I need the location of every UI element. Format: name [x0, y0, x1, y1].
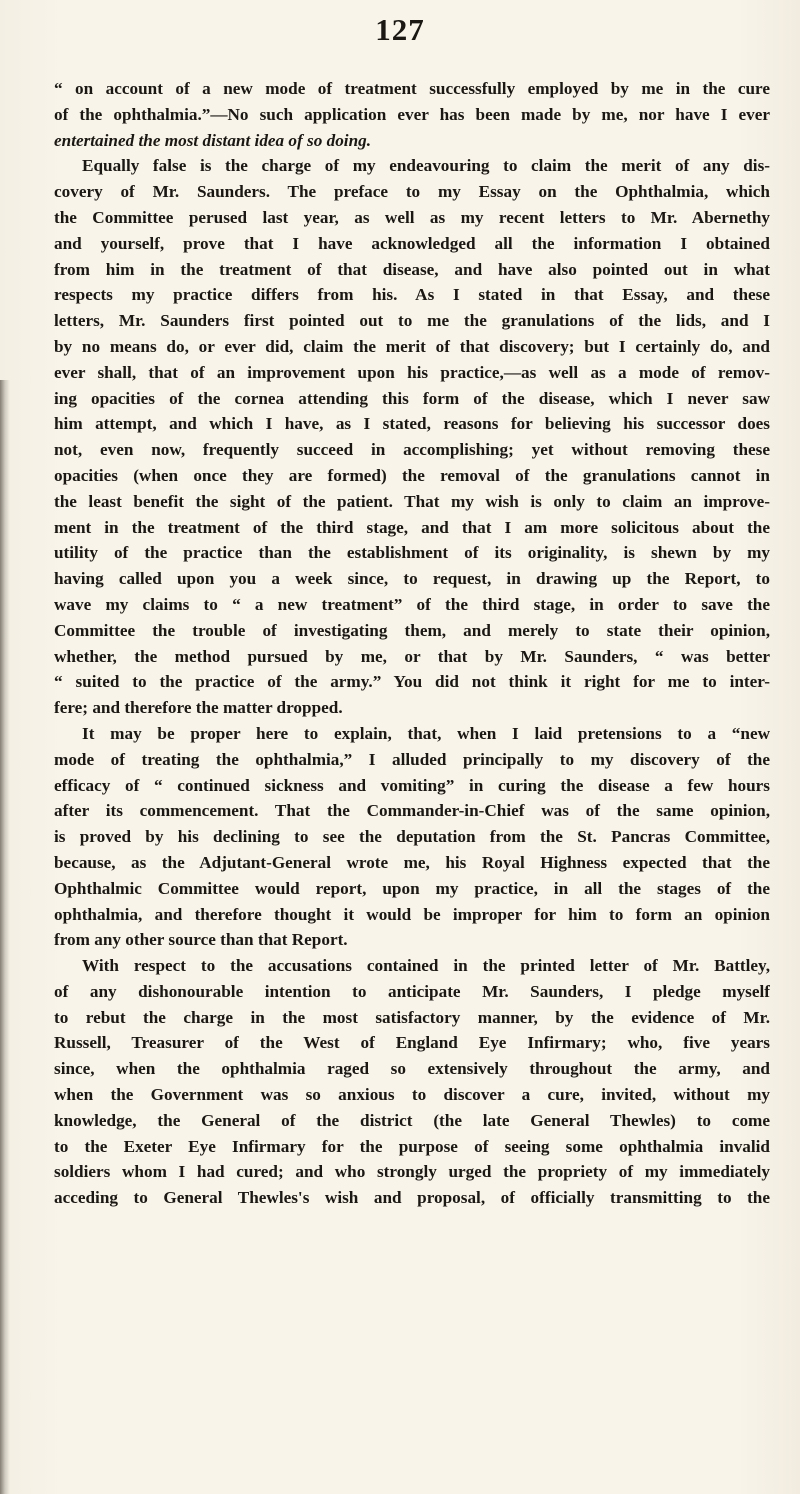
- text-line: letters, Mr. Saunders first pointed out to me the granulations of the lids, and I: [54, 311, 770, 331]
- text-line: and yourself, prove that I have acknowledged all the information I obtained: [54, 233, 770, 253]
- text-line: ing opacities of the cornea attending this form of the disease, which I never saw: [54, 388, 770, 408]
- text-line: having called upon you a week since, to request, in drawing up the Report, to: [54, 569, 770, 589]
- text-line: of any dishonourable intention to anticipate Mr. Saunders, I pledge myself: [54, 981, 770, 1001]
- text-line: is proved by his declining to see the deputation from the St. Pancras Committee,: [54, 827, 770, 847]
- text-line: not, even now, frequently succeed in accomplishing; yet without removing these: [54, 440, 770, 460]
- text-line: by no means do, or ever did, claim the merit of that discovery; but I certainly do, and: [54, 336, 770, 356]
- text-line: of the ophthalmia.”—No such application ever has been made by me, nor have I ever: [54, 104, 770, 124]
- text-line: ophthalmia, and therefore thought it would be improper for him to form an opinion: [54, 904, 770, 924]
- text-line: ever shall, that of an improvement upon his practice,—as well as a mode of remov-: [54, 362, 770, 382]
- text-line: “ on account of a new mode of treatment successfully employed by me in the cure: [54, 79, 770, 98]
- text-line: It may be proper here to explain, that, when I laid pretensions to a “new: [82, 723, 770, 743]
- text-line: utility of the practice than the establishment of its originality, is shewn by my: [54, 543, 770, 563]
- text-line: whether, the method pursued by me, or that by Mr. Saunders, “ was better: [54, 646, 770, 666]
- text-line: when the Government was so anxious to discover a cure, invited, without my: [54, 1085, 770, 1105]
- text-line: Committee the trouble of investigating them, and merely to state their opinion,: [54, 620, 770, 640]
- text-line: fere; and therefore the matter dropped.: [54, 698, 343, 718]
- text-line: from him in the treatment of that disease, and have also pointed out in what: [54, 259, 770, 279]
- page-number: 127: [375, 12, 425, 47]
- text-line: acceding to General Thewles's wish and proposal, of officially transmitting to the: [54, 1188, 770, 1208]
- text-line: ment in the treatment of the third stage, and that I am more solicitous about the: [54, 517, 770, 537]
- text-line: entertained the most distant idea of so doing.: [54, 130, 372, 150]
- text-line: Ophthalmic Committee would report, upon my practice, in all the stages of the: [54, 878, 770, 898]
- binding-shadow: [0, 380, 10, 1494]
- text-line: efficacy of “ continued sickness and vomiting” in curing the disease a few hours: [54, 775, 770, 795]
- text-line: wave my claims to “ a new treatment” of the third stage, in order to save the: [54, 594, 770, 614]
- text-line: With respect to the accusations contained in the printed letter of Mr. Battley,: [82, 956, 770, 976]
- text-line: the least benefit the sight of the patient. That my wish is only to claim an improve-: [54, 491, 770, 511]
- text-line: covery of Mr. Saunders. The preface to my Essay on the Ophthalmia, which: [54, 182, 770, 202]
- text-line: Equally false is the charge of my endeavouring to claim the merit of any dis-: [82, 156, 770, 176]
- text-line: to the Exeter Eye Infirmary for the purpose of seeing some ophthalmia invalid: [54, 1136, 770, 1156]
- text-line: mode of treating the ophthalmia,” I alluded principally to my discovery of the: [54, 749, 770, 769]
- text-line: knowledge, the General of the district (the late General Thewles) to come: [54, 1110, 770, 1130]
- text-line: soldiers whom I had cured; and who strongly urged the propriety of my immediately: [54, 1162, 770, 1182]
- body-text: [54, 76, 770, 1211]
- text-line: from any other source than that Report.: [54, 930, 348, 950]
- text-line: opacities (when once they are formed) the removal of the granulations cannot in: [54, 465, 770, 485]
- text-line: after its commencement. That the Commander-in-Chief was of the same opinion,: [54, 801, 770, 821]
- text-line: because, as the Adjutant-General wrote me, his Royal Highness expected that the: [54, 852, 770, 872]
- text-line: the Committee perused last year, as well as my recent letters to Mr. Abernethy: [54, 207, 770, 227]
- text-line: him attempt, and which I have, as I stated, reasons for believing his successor does: [54, 414, 770, 434]
- text-line: respects my practice differs from his. As I stated in that Essay, and these: [54, 285, 770, 305]
- text-line: Russell, Treasurer of the West of England Eye Infirmary; who, five years: [54, 1033, 770, 1053]
- text-line: “ suited to the practice of the army.” You did not think it right for me to inter-: [54, 672, 770, 692]
- text-line: since, when the ophthalmia raged so extensively throughout the army, and: [54, 1059, 770, 1079]
- text-line: to rebut the charge in the most satisfactory manner, by the evidence of Mr.: [54, 1007, 770, 1027]
